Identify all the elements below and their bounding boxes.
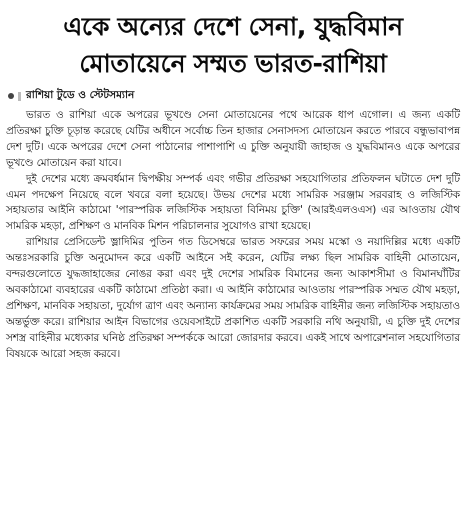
bullet-icon: [8, 93, 14, 99]
byline-source: রাশিয়া টুডে ও স্টেটসম্যান: [26, 88, 135, 101]
headline-line-2: মোতায়েনে সম্মত ভারত-রাশিয়া: [79, 49, 387, 78]
byline-divider: [18, 92, 21, 101]
article-paragraph-2: দুই দেশের মধ্যে ক্রমবর্ধমান দ্বিপক্ষীয় সম্পর্ক এবং গভীর প্রতিরক্ষা সহযোগিতার প্রতিফলন ঘটাতে দেশ দুটি এমন পদক্ষেপ নিয়েছে বলে খবরে বলা হয়েছে। উভয় দেশের মধ্যে সামরিক সরঞ্জাম সরবরাহ ও লজিস্টিক সহায়তার আইনি কাঠামো 'পারস্পরিক লজিস্টিক সহায়তা বিনিময় চুক্তি' (আরইএলওএস) এর আওতায় যৌথ সামরিক মহড়া, প্রশিক্ষণ ও মানবিক মিশন পরিচালনার সুযোগও রাখা হয়েছে।: [6, 172, 460, 233]
article-body: [6, 108, 460, 363]
headline-line-1: একে অন্যের দেশে সেনা, যুদ্ধবিমান: [63, 12, 403, 41]
article-paragraph-1: ভারত ও রাশিয়া একে অপরের ভূখণ্ডে সেনা মোতায়েনের পথে আরেক ধাপ এগোল। এ জন্য একটি প্রতিরক্ষা চুক্তি চূড়ান্ত করেছে যেটির অধীনে সর্বোচ্চ তিন হাজার সেনাসদস্য মোতায়েন করতে পারবে বন্ধুভাবাপন্ন দেশ দুটি। একে অপরের দেশে সেনা পাঠানোর পাশাপাশি এ চুক্তি অনুযায়ী জাহাজ ও যুদ্ধবিমানও একে অপরের ভূখণ্ডে মোতায়েন করা যাবে।: [6, 109, 460, 169]
byline: [8, 88, 466, 104]
headline: [0, 0, 466, 82]
article-paragraph-3: রাশিয়ার প্রেসিডেন্ট ভ্লাদিমির পুতিন গত ডিসেম্বরে ভারত সফরের সময় মস্কো ও নয়াদিল্লির মধ্যে একটি অন্তঃসরকারি চুক্তি অনুমোদন করে একটি আইনে সই করেন, যেটির লক্ষ্য ছিল সামরিক বাহিনী মোতায়েন, বন্দরগুলোতে যুদ্ধজাহাজের নোঙর করা এবং দুই দেশের সামরিক বিমানের জন্য আকাশসীমা ও বিমানঘাঁটির অবকাঠামো ব্যবহারের একটি কাঠামো প্রতিষ্ঠা করা। এ আইনি কাঠামোর আওতায় পারস্পরিক সম্মত যৌথ মহড়া, প্রশিক্ষণ, মানবিক সহায়তা, দুর্যোগ ত্রাণ এবং অন্যান্য কার্যক্রমের সময় সামরিক বাহিনীর জন্য লজিস্টিক সহায়তাও অন্তর্ভুক্ত করে। রাশিয়ার আইন বিভাগের ওয়েবসাইটে প্রকাশিত একটি সরকারি নথি অনুযায়ী, এ চুক্তি দুই দেশের সশস্ত্র বাহিনীর মধ্যেকার ঘনিষ্ঠ প্রতিরক্ষা সম্পর্ককে আরো জোরদার করবে। একই সাথে অপারেশনাল সহযোগিতার বিষয়কে আরো সহজ করবে।: [6, 236, 460, 360]
